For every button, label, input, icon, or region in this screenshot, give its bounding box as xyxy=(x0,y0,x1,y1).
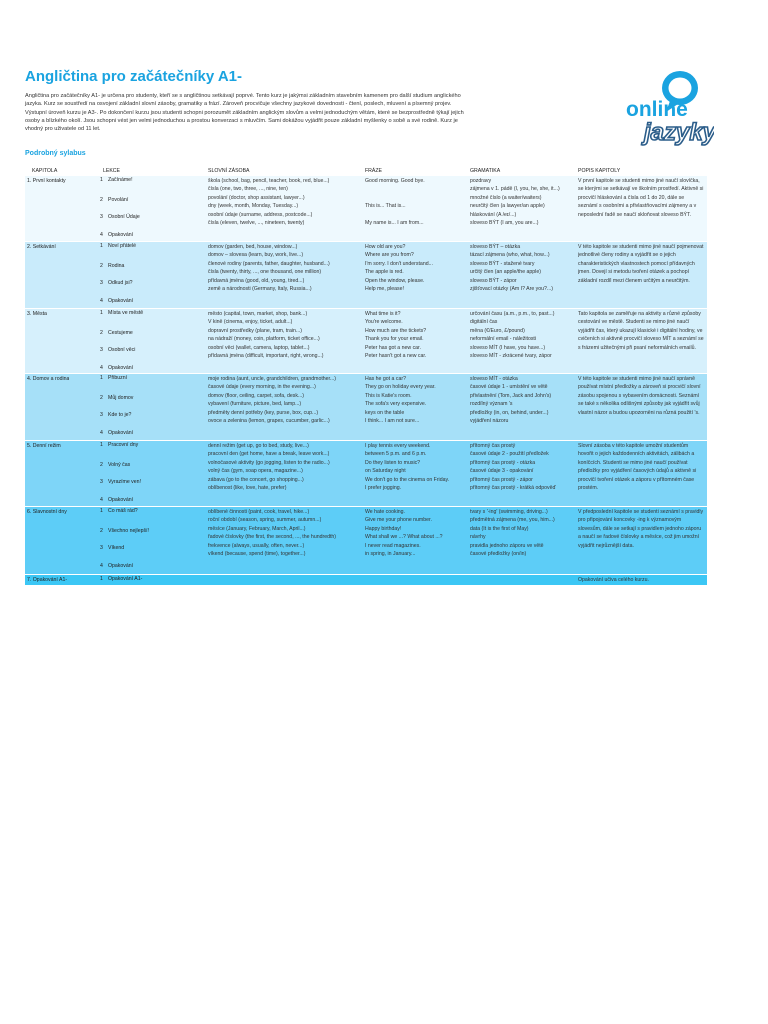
phrases-cell xyxy=(365,177,465,227)
grammar-line: neurčitý člen (a lawyer/an apple) xyxy=(470,203,545,210)
lesson-number: 1 xyxy=(100,442,103,448)
phrases-line: The sofa's very expensive. xyxy=(365,401,427,408)
lesson-name: Víkend xyxy=(108,545,125,551)
vocabulary-line: přídavná jména (difficult, important, right, wrong...) xyxy=(208,352,324,359)
logo-text-jazyky: jazyky xyxy=(644,119,714,146)
phrases-line: Give me your phone number. xyxy=(365,517,432,524)
column-header-lekce: LEKCE xyxy=(103,168,121,174)
vocabulary-line: členové rodiny (parents, father, daughter, husband...) xyxy=(208,260,330,267)
chapter-row xyxy=(25,374,707,440)
vocabulary-line: pracovní den (get home, have a break, leave work...) xyxy=(208,451,330,458)
vocabulary-line: měsíce (January, February, March, April...) xyxy=(208,525,306,532)
phrases-line: The apple is red. xyxy=(365,269,404,276)
grammar-line: předmětná zájmena (me, you, him...) xyxy=(470,517,555,524)
grammar-cell xyxy=(470,508,574,558)
chapter-description: V předposlední kapitole se studenti seznámí s pravidly pro připojování koncovky -ing k významovým slovesům, dále se setkají s pravidlem jednoho záporu a naučí se řadové číslovky a měsíce, což jim umožní vyjádřit nejrůznější data. xyxy=(578,509,704,549)
lesson-name: Opakování xyxy=(108,497,134,503)
column-header-popis-kapitoly: POPIS KAPITOLY xyxy=(578,168,621,174)
chapter-title: 3. Města xyxy=(27,311,47,317)
phrases-line: What time is it? xyxy=(365,311,401,317)
course-introduction: Angličtina pro začátečníky A1- je určena pro studenty, kteří se s angličtinou setkávají poprvé. Tento kurz je jakýmsi základním stavebním kamenem pro další studium anglického jazyka. Kurz se soustředí na osvojení základní slovní zásoby, gramatiky a frází. Zároveň procvičuje všechny jazykové dovednosti - čtení, poslech, mluvení a písemný projev. Výstupní úroveň kurzu je A3-. Po dokončení kurzu jsou studenti schopni porozumět základním anglickým slovům a velmi jednoduchým větám, které se bezprostředně týkají jejich osoby a blízkého okolí. Jsou schopni vést jen velmi jednoduchou a prostou konverzaci s mluvčím. Sami dokážou vyjádřit pouze základní myšlenky o sobě a své rodině. Kurz je vhodný pro uživatele od 11 let. xyxy=(25,93,464,133)
lesson-number: 1 xyxy=(100,375,103,381)
grammar-line: přítomný čas prostý - otázka xyxy=(470,459,536,466)
phrases-line: Has he got a car? xyxy=(365,376,406,382)
vocabulary-line: V kině (cinema, enjoy, ticket, adult...) xyxy=(208,319,293,326)
lesson-item xyxy=(100,263,124,269)
grammar-line: pravidla jednoho záporu ve větě xyxy=(470,542,544,549)
chapter-description: Opakování učiva celého kurzu. xyxy=(578,577,649,583)
lesson-name: Osobní Údaje xyxy=(108,214,140,220)
phrases-cell xyxy=(365,442,465,492)
vocabulary-cell xyxy=(208,442,360,492)
phrases-line: What shall we ...? What about ...? xyxy=(365,534,443,541)
chapter-row xyxy=(25,575,707,585)
lesson-item xyxy=(100,375,127,381)
lesson-name: Opakování xyxy=(108,232,134,238)
phrases-line: We hate cooking. xyxy=(365,509,405,515)
lesson-item xyxy=(100,545,124,551)
grammar-line: množné číslo (a waiter/waiters) xyxy=(470,194,542,201)
vocabulary-line: dopravní prostředky (plane, tram, train...) xyxy=(208,327,302,334)
phrases-line: I never read magazines. xyxy=(365,542,421,549)
vocabulary-line: země a národnosti (Germany, Italy, Russia...) xyxy=(208,285,312,292)
lesson-item xyxy=(100,214,140,220)
chapter-row xyxy=(25,242,707,308)
vocabulary-cell xyxy=(208,310,360,360)
vocabulary-line: roční období (season, spring, summer, autumn...) xyxy=(208,517,322,524)
phrases-line xyxy=(365,185,465,193)
grammar-line: sloveso BÝT - zápor xyxy=(470,277,517,284)
grammar-cell xyxy=(470,442,574,492)
grammar-line: časové předložky (on/in) xyxy=(470,550,527,557)
vocabulary-cell xyxy=(208,177,360,227)
grammar-cell xyxy=(470,310,574,360)
lesson-number: 3 xyxy=(100,545,103,551)
column-header-kapitola: KAPITOLA xyxy=(32,168,58,174)
phrases-line: Where are you from? xyxy=(365,252,414,259)
grammar-line: sloveso MÍT (I have, you have...) xyxy=(470,344,546,351)
grammar-line: pozdravy xyxy=(470,178,492,184)
phrases-line: I'm sorry. I don't understand... xyxy=(365,260,433,267)
lesson-item xyxy=(100,430,133,436)
grammar-line: časové údaje 2 - použití předložek xyxy=(470,451,549,458)
vocabulary-line: moje rodina (aunt, uncle, grandchildren, grandmother...) xyxy=(208,376,337,382)
phrases-line: This is Katie's room. xyxy=(365,392,412,399)
lesson-name: Osobní věci xyxy=(108,347,136,353)
chapter-description: V této kapitole se studenti mimo jiné naučí správně používat místní předložky a zároveň si procvičí slovní zásobu spojenou s vybavením domácnosti. Seznámí se také s několika odlišnými způsoby jak vyjádřit svůj vlastní názor a budou upozorněni na různá použití 's. xyxy=(578,376,701,416)
phrases-line: You're welcome. xyxy=(365,319,403,326)
grammar-line: přítomný čas prostý - zápor xyxy=(470,476,533,483)
grammar-line: určitý člen (an apple/the apple) xyxy=(470,269,541,276)
phrases-line: Open the window, please. xyxy=(365,277,425,284)
lesson-item xyxy=(100,347,135,353)
vocabulary-line: vybavení (furniture, picture, bed, lamp...) xyxy=(208,401,302,408)
lesson-number: 3 xyxy=(100,280,103,286)
lesson-number: 2 xyxy=(100,263,103,269)
phrases-line: Thank you for your email. xyxy=(365,336,424,343)
phrases-line: Help me, please! xyxy=(365,285,404,292)
lesson-number: 1 xyxy=(100,243,103,249)
lesson-name: Pracovní dny xyxy=(108,442,139,448)
vocabulary-line: volnočasové aktivity (go jogging, listen to the radio...) xyxy=(208,459,330,466)
lesson-item xyxy=(100,563,133,569)
phrases-line: Peter has got a new car. xyxy=(365,344,421,351)
lesson-item xyxy=(100,330,133,336)
column-header-fraze: FRÁZE xyxy=(365,168,383,174)
phrases-line: I think... I am not sure... xyxy=(365,417,420,424)
grammar-line: určování času (a.m., p.m., to, past...) xyxy=(470,311,555,317)
lesson-name: Opakování xyxy=(108,430,134,436)
lesson-item xyxy=(100,412,131,418)
lesson-number: 4 xyxy=(100,430,103,436)
grammar-line: časové údaje 3 - opakování xyxy=(470,468,534,475)
grammar-cell xyxy=(470,177,574,227)
lesson-name: Začínáme! xyxy=(108,177,133,183)
chapter-title: 5. Denní režim xyxy=(27,443,61,449)
lesson-number: 4 xyxy=(100,298,103,304)
lesson-name: Cestujeme xyxy=(108,330,133,336)
grammar-line: sloveso MÍT - zkrácené tvary, zápor xyxy=(470,352,552,359)
vocabulary-line: na nádraží (money, coin, platform, ticket office...) xyxy=(208,336,320,343)
lesson-number: 1 xyxy=(100,576,103,582)
lesson-name: Opakování xyxy=(108,563,134,569)
grammar-line: zjišťovací otázky (Am I? Are you?...) xyxy=(470,285,553,292)
lesson-number: 4 xyxy=(100,497,103,503)
vocabulary-line: časové údaje (every morning, in the evening...) xyxy=(208,384,316,391)
grammar-line: rozdílný význam 's xyxy=(470,401,513,408)
grammar-line: sloveso BÝT - stažené tvary xyxy=(470,260,535,267)
lesson-item xyxy=(100,576,142,582)
vocabulary-line: čísla (twenty, thirty, ..., one thousand, one million) xyxy=(208,269,322,276)
grammar-line: digitální čas xyxy=(470,319,498,326)
vocabulary-line: osobní věci (wallet, camera, laptop, tablet...) xyxy=(208,344,310,351)
lesson-name: Opakování xyxy=(108,298,134,304)
vocabulary-line: osobní údaje (surname, address, postcode...) xyxy=(208,211,313,218)
chapter-row xyxy=(25,441,707,506)
chapter-description: Tato kapitola se zaměřuje na aktivity a různé způsoby cestování ve městě. Studenti se mimo jiné naučí vyjádřit čas, který ukazují klasické i digitální hodiny, ve cvičeních si aktivně procvičí sloveso MÍT a seznámí se s frázemi užitečnými při psaní neformálních emailů. xyxy=(578,311,704,351)
chapter-description: V první kapitole se studenti mimo jiné naučí slovíčka, se kterými se setkávají ve školním prostředí. Aktivně si procvičí hláskování a čísla od 1 do 20, dále se seznámí s osobními a přivlastňovacími zájmeny a v neposlední řadě se naučí skloňovat sloveso BÝT. xyxy=(578,178,704,218)
vocabulary-cell xyxy=(208,375,360,425)
chapter-title: 6. Slavnostní dny xyxy=(27,509,67,515)
lesson-number: 2 xyxy=(100,462,103,468)
lesson-number: 1 xyxy=(100,310,103,316)
grammar-line: přivlastnění (Tom, Jack and John's) xyxy=(470,392,552,399)
syllabus-heading: Podrobný sylabus xyxy=(25,150,86,157)
phrases-line: How much are the tickets? xyxy=(365,327,427,334)
lesson-name: Opakování xyxy=(108,365,134,371)
lesson-number: 2 xyxy=(100,330,103,336)
vocabulary-cell xyxy=(208,508,360,558)
grammar-line: neformální email - náležitosti xyxy=(470,336,537,343)
grammar-line: vyjádření názoru xyxy=(470,417,509,424)
phrases-line: in spring, in January... xyxy=(365,550,416,557)
lesson-name: Co máš rád? xyxy=(108,508,138,514)
lesson-name: Povolání xyxy=(108,197,129,203)
lesson-number: 4 xyxy=(100,563,103,569)
vocabulary-line: domov (garden, bed, house, window...) xyxy=(208,244,298,250)
chapter-title: 7. Opakování A1- xyxy=(27,577,68,583)
phrases-line: I play tennis every weekend. xyxy=(365,443,431,449)
lesson-name: Opakování A1- xyxy=(108,576,143,582)
lesson-number: 2 xyxy=(100,528,103,534)
vocabulary-line: frekvence (always, usually, often, never...) xyxy=(208,542,305,549)
lesson-name: Kde to je? xyxy=(108,412,132,418)
column-header-slovni-zasoba: SLOVNÍ ZÁSOBA xyxy=(208,168,250,174)
chapter-row xyxy=(25,176,707,241)
lesson-number: 1 xyxy=(100,177,103,183)
vocabulary-line: povolání (doctor, shop assistant, lawyer...) xyxy=(208,194,305,201)
phrases-line xyxy=(365,211,465,219)
lesson-item xyxy=(100,243,136,249)
grammar-line: zájmena v 1. pádě (I, you, he, she, it...) xyxy=(470,186,560,193)
vocabulary-line: zábava (go to the concert, go shopping...) xyxy=(208,476,304,483)
lesson-number: 3 xyxy=(100,214,103,220)
vocabulary-line: škola (school, bag, pencil, teacher, book, red, blue...) xyxy=(208,178,330,184)
phrases-line xyxy=(365,194,465,202)
lesson-number: 2 xyxy=(100,197,103,203)
lesson-item xyxy=(100,298,133,304)
vocabulary-line: oblíbené činnosti (paint, cook, travel, hike...) xyxy=(208,509,310,515)
lesson-number: 4 xyxy=(100,365,103,371)
chapter-title: 1. První kontakty xyxy=(27,178,66,184)
vocabulary-line: ovoce a zelenina (lemon, grapes, cucumber, garlic...) xyxy=(208,417,330,424)
phrases-line: This is... That is... xyxy=(365,203,406,210)
phrases-line: Good morning. Good bye. xyxy=(365,178,425,184)
grammar-line: časové údaje 1 - umístění ve větě xyxy=(470,384,548,391)
vocabulary-line: čísla (eleven, twelve, ..., nineteen, twenty) xyxy=(208,219,305,226)
lesson-item xyxy=(100,479,141,485)
lesson-name: Vyrazíme ven! xyxy=(108,479,141,485)
lesson-number: 3 xyxy=(100,347,103,353)
grammar-line: přítomný čas prostý xyxy=(470,443,516,449)
phrases-line: How old are you? xyxy=(365,244,406,250)
lesson-name: Noví přátelé xyxy=(108,243,136,249)
phrases-line: keys on the table xyxy=(365,409,405,416)
chapter-title: 4. Domov a rodina xyxy=(27,376,70,382)
grammar-line: sloveso BÝT – otázka xyxy=(470,244,521,250)
vocabulary-line: město (capital, town, market, shop, bank...) xyxy=(208,311,308,317)
vocabulary-line: dny (week, month, Monday, Tuesday...) xyxy=(208,203,299,210)
chapter-description: V této kapitole se studenti mimo jiné naučí pojmenovat jednotlivé členy rodiny a vyjádřit se o jejich charakteristických vlastnostech pomocí přídavných jmen. Dovejí si metodu tvoření otázek a pochopí základní rozdíl mezi členem určitým a neurčitým. xyxy=(578,244,704,284)
lesson-name: Místa ve městě xyxy=(108,310,144,316)
lesson-item xyxy=(100,528,149,534)
grammar-line: hláskování (A /eɪ/...) xyxy=(470,211,517,218)
lesson-item xyxy=(100,232,133,238)
chapter-title: 2. Setkávání xyxy=(27,244,56,250)
lesson-number: 2 xyxy=(100,395,103,401)
grammar-line: sloveso BÝT (I am, you are...) xyxy=(470,219,539,226)
grammar-line: návrhy xyxy=(470,534,486,541)
logo-text-online: online xyxy=(626,98,688,121)
lesson-number: 4 xyxy=(100,232,103,238)
lesson-item xyxy=(100,280,133,286)
phrases-line: between 5 p.m. and 6 p.m. xyxy=(365,451,427,458)
vocabulary-line: víkend (because, spend (time), together...) xyxy=(208,550,306,557)
vocabulary-line: přídavná jména (good, old, young, tired...) xyxy=(208,277,305,284)
phrases-line: We don't go to the cinema on Friday. xyxy=(365,476,450,483)
phrases-line: Do they listen to music? xyxy=(365,459,421,466)
vocabulary-line: domov – slovesa (learn, buy, work, live...) xyxy=(208,252,304,259)
phrases-line: Happy birthday! xyxy=(365,525,402,532)
chapter-row xyxy=(25,507,707,574)
phrases-cell xyxy=(365,310,465,360)
vocabulary-line: volný čas (gym, soap opera, magazine...) xyxy=(208,468,303,475)
phrases-line: on Saturday night xyxy=(365,468,406,475)
lesson-number: 3 xyxy=(100,412,103,418)
lesson-name: Přibuzní xyxy=(108,375,128,381)
vocabulary-line: oblíbenost (like, love, hate, prefer) xyxy=(208,484,287,491)
lesson-name: Odkud jsi? xyxy=(108,280,133,286)
vocabulary-line: domov (floor, ceiling, carpet, sofa, desk...) xyxy=(208,392,305,399)
grammar-line: tázací zájmena (who, what, how...) xyxy=(470,252,550,259)
vocabulary-line: denní režim (get up, go to bed, study, live...) xyxy=(208,443,309,449)
lesson-item xyxy=(100,442,138,448)
online-jazyky-logo xyxy=(622,66,714,146)
lesson-item xyxy=(100,508,138,514)
chapter-description: Slovní zásoba v této kapitole umožní studentům hovořit o jejich každodenních aktivitách, zálibách a koníčcích. Studenti se mimo jiné naučí používat předložky pro vyjádření časových údajů a aktivně si procvičí tvoření otázek a záporu v přítomném čase prostém. xyxy=(578,443,697,492)
chapter-row xyxy=(25,309,707,373)
phrases-line: Peter hasn't got a new car. xyxy=(365,352,427,359)
lesson-number: 3 xyxy=(100,479,103,485)
grammar-line: měna (€/Euro, £/pound) xyxy=(470,327,525,334)
vocabulary-line: čísla (one, two, three, ..., nine, ten) xyxy=(208,186,288,193)
lesson-name: Volný čas xyxy=(108,462,131,468)
lesson-item xyxy=(100,365,133,371)
lesson-item xyxy=(100,310,143,316)
lesson-name: Můj domov xyxy=(108,395,134,401)
phrases-cell xyxy=(365,243,465,293)
lesson-item xyxy=(100,177,133,183)
lesson-name: Rodina xyxy=(108,263,125,269)
vocabulary-cell xyxy=(208,243,360,293)
grammar-line: předložky (in, on, behind, under...) xyxy=(470,409,549,416)
document-title: Angličtina pro začátečníky A1- xyxy=(25,68,243,85)
lesson-number: 1 xyxy=(100,508,103,514)
phrases-line: My name is... I am from... xyxy=(365,219,424,226)
phrases-line: I prefer jogging. xyxy=(365,484,402,491)
grammar-line: přítomný čas prostý - krátká odpověď xyxy=(470,484,556,491)
lesson-item xyxy=(100,462,130,468)
grammar-line: tvary s '-ing' (swimming, driving...) xyxy=(470,509,548,515)
table-header xyxy=(25,168,707,176)
phrases-cell xyxy=(365,375,465,425)
vocabulary-line: předměty denní potřeby (key, purse, box, cup...) xyxy=(208,409,319,416)
lesson-item xyxy=(100,497,133,503)
column-header-gramatika: GRAMATIKA xyxy=(470,168,501,174)
phrases-cell xyxy=(365,508,465,558)
speech-bubble-icon xyxy=(622,66,714,146)
grammar-cell xyxy=(470,243,574,293)
vocabulary-line: řadové číslovky (the first, the second, ..., the hundredth) xyxy=(208,534,337,541)
grammar-cell xyxy=(470,375,574,425)
grammar-line: sloveso MÍT - otázka xyxy=(470,376,518,382)
lesson-name: Všechno nejlepší! xyxy=(108,528,149,534)
lesson-item xyxy=(100,197,128,203)
grammar-line: data (It is the first of May) xyxy=(470,525,529,532)
phrases-line: They go on holiday every year. xyxy=(365,384,436,391)
lesson-item xyxy=(100,395,133,401)
